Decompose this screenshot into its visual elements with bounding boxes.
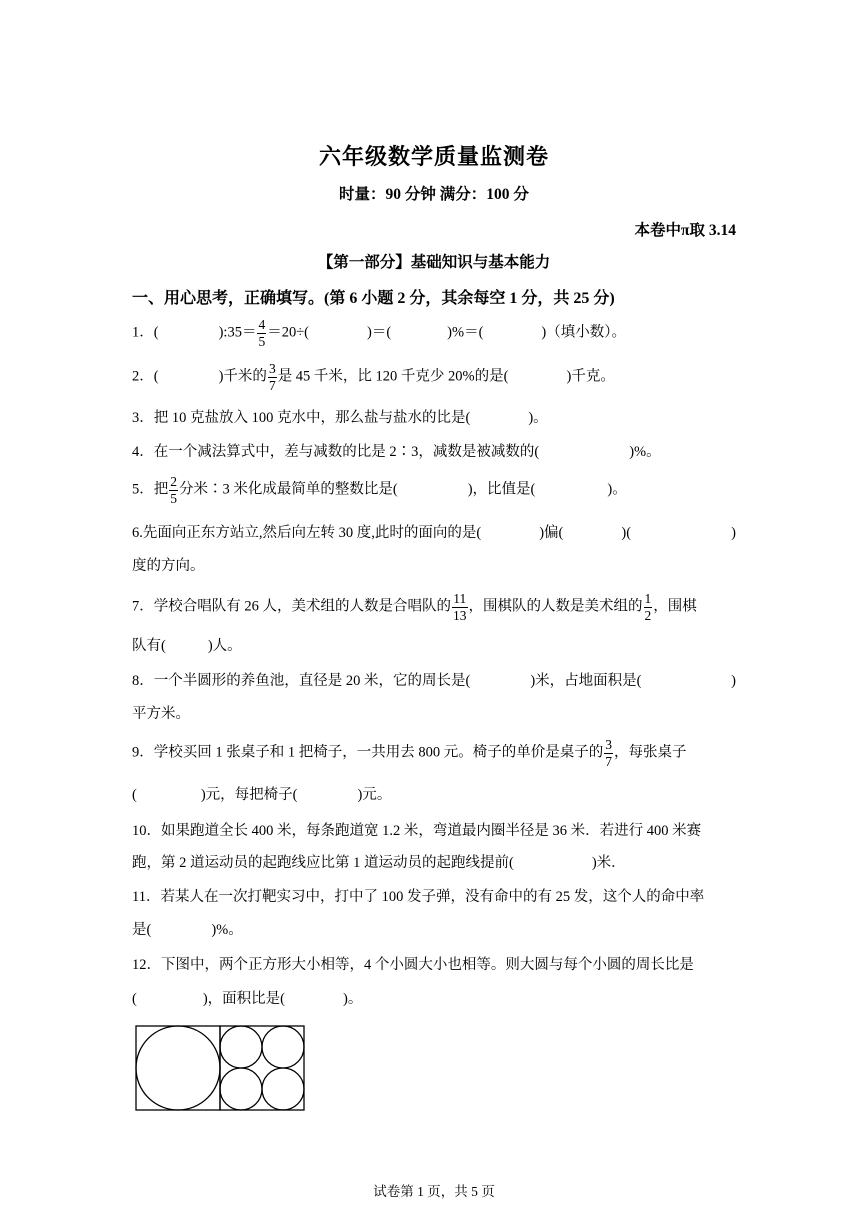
question-9-line-2: ( )元，每把椅子( )元。 — [132, 787, 392, 803]
question-2: 2．( )千米的 $\frac{3}{7}$ 是 45 千米，比 120 千克少 20%的是( )千克。 — [132, 361, 615, 393]
question-10-line-2: 跑，第 2 道运动员的起跑线应比第 1 道运动员的起跑线提前( )米． — [132, 855, 626, 871]
question-5: 5．把 $\frac{2}{5}$ 分米∶3 米化成最简单的整数比是( )，比值是( )。 — [132, 474, 627, 506]
pi-note: 本卷中π取 3.14 — [634, 222, 736, 239]
circles-in-squares-figure — [135, 1025, 311, 1117]
question-7: 7．学校合唱队有 26 人，美术组的人数是合唱队的 $\frac{11}{13}$ ，围棋队的人数是美术组的 $\frac{1}{2}$ ，围棋 — [132, 591, 697, 623]
fraction: $\frac{3}{7}$ — [268, 361, 276, 393]
page-footer: 试卷第 1 页，共 5 页 — [373, 1184, 495, 1199]
small-circle — [220, 1026, 262, 1068]
fraction: $\frac{3}{7}$ — [605, 737, 612, 769]
question-12-line-2: ( )，面积比是( )。 — [132, 991, 363, 1007]
question-1: 1．( ):35＝ $\frac{4}{5}$ ＝20÷( )＝( )%＝( )（填小数）。 — [132, 317, 626, 349]
section-heading: 一、用心思考，正确填写。(第 6 小题 2 分，其余每空 1 分，共 25 分) — [132, 290, 615, 307]
question-6: 6.先面向正东方站立,然后向左转 30 度,此时的面向的是( )偏( )( ) — [132, 525, 736, 541]
question-4: 4．在一个减法算式中，差与减数的比是 2∶3，减数是被减数的( )%。 — [132, 444, 661, 460]
page-title: 六年级数学质量监测卷 — [318, 144, 549, 169]
question-7-line-2: 队有( )人。 — [132, 638, 242, 654]
large-circle — [136, 1026, 220, 1110]
small-circle — [262, 1068, 304, 1110]
fraction: $\frac{4}{5}$ — [258, 317, 266, 349]
small-circle — [262, 1026, 304, 1068]
question-3: 3．把 10 克盐放入 100 克水中，那么盐与盐水的比是( )。 — [132, 410, 548, 426]
question-10: 10．如果跑道全长 400 米，每条跑道宽 1.2 米，弯道最内圈半径是 36 米．若进行 400 米赛 — [132, 823, 702, 839]
question-8: 8．一个半圆形的养鱼池，直径是 20 米，它的周长是( )米，占地面积是( ) — [132, 673, 736, 689]
fraction: $\frac{11}{13}$ — [453, 591, 467, 623]
exam-duration-score: 时量：90 分钟 满分：100 分 — [339, 186, 529, 203]
part-heading: 【第一部分】基础知识与基本能力 — [317, 254, 551, 271]
small-circle — [220, 1068, 262, 1110]
question-11: 11．若某人在一次打靶实习中，打中了 100 发子弹，没有命中的有 25 发，这个人的命中率 — [132, 889, 705, 905]
fraction: $\frac{2}{5}$ — [170, 474, 177, 506]
fraction: $\frac{1}{2}$ — [644, 591, 652, 623]
question-9: 9．学校买回 1 张桌子和 1 把椅子，一共用去 800 元。椅子的单价是桌子的 $\frac{3}{7}$ ，每张桌子 — [132, 737, 687, 769]
question-6-line-2: 度的方向。 — [132, 558, 205, 574]
right-square — [220, 1026, 304, 1110]
question-12: 12．下图中，两个正方形大小相等，4 个小圆大小也相等。则大圆与每个小圆的周长比是 — [132, 957, 694, 973]
question-8-line-2: 平方米。 — [132, 706, 190, 722]
question-11-line-2: 是( )%。 — [132, 922, 243, 938]
